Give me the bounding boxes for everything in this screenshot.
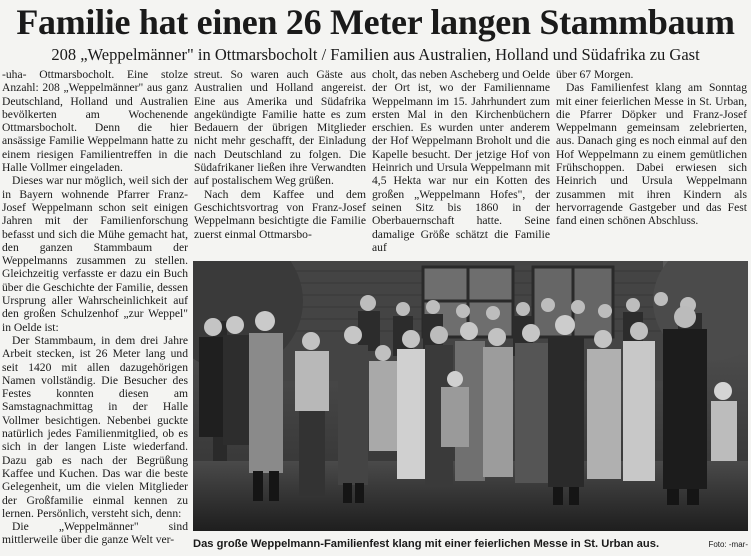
paragraph: Die „Weppelmänner" sind mittlerweile über die ganze Welt ver- (2, 520, 188, 547)
photo-credit: Foto: -mar- (708, 540, 748, 549)
paragraph: über 67 Morgen. (556, 68, 634, 81)
headline: Familie hat einen 26 Meter langen Stammbaum (16, 2, 735, 42)
article-column-4 (556, 68, 747, 258)
paragraph: -uha- Ottmarsbocholt. Eine stolze Anzahl: 208 „Weppelmänner" aus ganz Deutschland, Holland und Australien bevölkerten am Wochenende Ottmarsbocholt. Denn die hier ansässige Familie Weppelmann hatte zu einem riesigen Familientreffen in die Halle Vollmer eingeladen. (2, 68, 188, 175)
paragraph: Dieses war nur möglich, weil sich der in Bayern wohnende Pfarrer Franz-Josef Weppelmann schon seit einigen Jahren mit der Familienforschung befasst und sich die Mühe gemacht hat, den ganzen Stammbaum der Weppelmanns zusammen zu stellen. Gleichzeitig verfasste er dazu ein Buch über die Geschichte der Familie, dessen Ursprung aller Wahrscheinlichkeit auf den großen Schulzenhof „zur Weppel" in Oelde ist: (2, 174, 188, 334)
article-column-1 (2, 68, 188, 554)
paragraph: cholt, das neben Ascheberg und Oelde der Ort ist, wo der Familienname Weppelmann im 15. Jahrhundert zum ersten Mal in den Kirchenbüchern erschien. Es wurden unter anderem der Hof Weppelmann Broholt und die Kapelle besucht. Der jetzige Hof von Heinrich und Ursula Weppelmann mit 4,5 Hekta war nur ein Kotten des großen „Weppelmann Hofes", der seinen Sitz bis 1860 in der Oberbauernschaft hatte. Seine damalige Größe schätzt die Familie auf (372, 68, 550, 254)
photo-caption: Das große Weppelmann-Familienfest klang mit einer feierlichen Messe in St. Urban aus. (193, 538, 660, 550)
paragraph: Nach dem Kaffee und dem Geschichtsvortrag von Franz-Josef Weppelmann besichtigte die Familie zuerst einmal Ottmarsbo- (194, 187, 366, 241)
article-column-3 (372, 68, 550, 258)
paragraph: streut. So waren auch Gäste aus Australien und Holland angereist. Eine aus Amerika und Südafrika angekündigte Familie hatte es zum Bedauern der übrigen Mitglieder nicht mehr geschafft, der Einladung nach Deutschland zu folgen. Die Südafrikaner ließen ihre Verwandten auf postalischem Weg grüßen. (194, 68, 366, 188)
article-column-2 (194, 68, 366, 258)
subheadline: 208 „Weppelmänner" in Ottmarsbocholt / Familien aus Australien, Holland und Südafrika zu Gast (51, 45, 700, 64)
group-photo-illustration (193, 261, 748, 531)
paragraph: Das Familienfest klang am Sonntag mit einer feierlichen Messe in St. Urban, die Pfarrer Döpker und Franz-Josef Weppelmann gemeinsam zelebrierten, aus. Danach ging es noch einmal auf den Hof Weppelmann zu einem gemütlichen Frühschoppen. Dabei erwiesen sich Heinrich und Ursula Weppelmann zusammen mit ihren Kindern als hervorragende Gastgeber und das Fest fand einen schönen Abschluss. (556, 81, 747, 228)
group-photo (193, 261, 748, 531)
paragraph: Der Stammbaum, in dem drei Jahre Arbeit stecken, ist 26 Meter lang und seit 1420 mit allen dazugehörigen Namen vollständig. Die Besucher des Festes konnten diesen am Samstagnachmittag in der Halle Vollmer besichtigen. Nebenbei guckte natürlich jedes Familienmitglied, ob es sich in der langen Liste wiederfand. Dazu gab es nach der Begrüßung Kaffee und Kuchen. Das war die beste Gelegenheit, um die vielen Mitglieder der Großfamilie einmal kennen zu lernen. Persönlich, versteht sich, denn: (2, 333, 188, 520)
